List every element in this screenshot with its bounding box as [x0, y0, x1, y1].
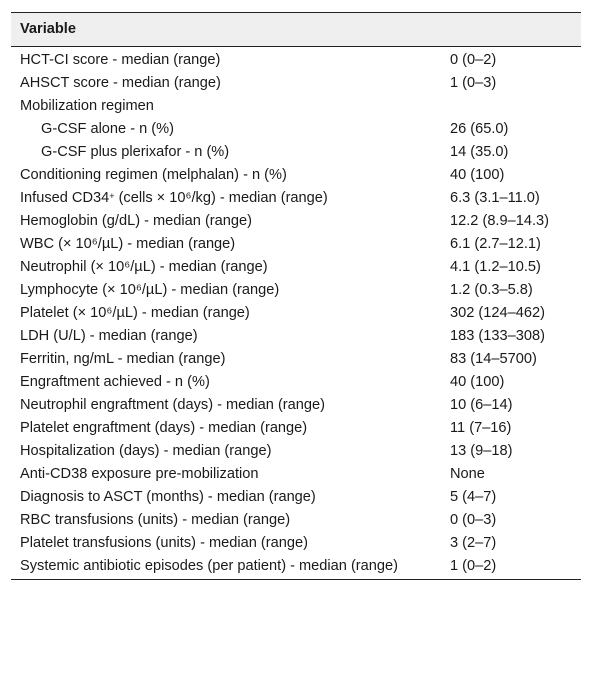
row-value: 10 (6–14) — [450, 397, 513, 413]
row-value: 40 (100) — [450, 167, 505, 183]
table-row — [11, 164, 581, 187]
row-value: 6.1 (2.7–12.1) — [450, 236, 541, 252]
table-row — [11, 325, 581, 348]
row-value: 0 (0–2) — [450, 52, 497, 68]
row-value: 183 (133–308) — [450, 328, 545, 344]
row-value: 1.2 (0.3–5.8) — [450, 282, 533, 298]
row-value: 1 (0–3) — [450, 75, 497, 91]
row-label: Platelet transfusions (units) - median (range) — [20, 535, 308, 551]
row-label: Hemoglobin (g/dL) - median (range) — [20, 213, 252, 229]
row-value: 3 (2–7) — [450, 535, 497, 551]
table-row-subitem — [11, 141, 581, 164]
row-label: Engraftment achieved - n (%) — [20, 374, 210, 390]
row-value: 40 (100) — [450, 374, 505, 390]
row-label: AHSCT score - median (range) — [20, 75, 221, 91]
row-label-text: (cells × 10⁶/kg) - median (range) — [114, 190, 328, 206]
row-value: 1 (0–2) — [441, 555, 581, 580]
row-value: 5 (4–7) — [450, 489, 497, 505]
table-header-row — [11, 13, 581, 47]
row-label: HCT-CI score - median (range) — [20, 52, 221, 68]
table-row — [11, 486, 581, 509]
table-row — [11, 509, 581, 532]
row-label: Neutrophil (× 10⁶/µL) - median (range) — [20, 259, 268, 275]
table-row — [11, 72, 581, 95]
row-label: Anti-CD38 exposure pre-mobilization — [20, 466, 259, 482]
row-label: G-CSF alone - n (%) — [41, 121, 174, 137]
row-value: 302 (124–462) — [450, 305, 545, 321]
row-value: 26 (65.0) — [450, 121, 509, 137]
row-label: RBC transfusions (units) - median (range) — [20, 512, 291, 528]
row-label — [11, 187, 441, 210]
row-value: 12.2 (8.9–14.3) — [450, 213, 549, 229]
row-value: 11 (7–16) — [450, 420, 512, 436]
row-value: 0 (0–3) — [450, 512, 497, 528]
row-value: 6.3 (3.1–11.0) — [450, 190, 540, 206]
clinical-variables-table — [11, 12, 581, 580]
table-row — [11, 187, 581, 210]
row-label: Systemic antibiotic episodes (per patient) - median (range) — [11, 555, 441, 580]
row-value: None — [450, 466, 485, 482]
row-value: 83 (14–5700) — [450, 351, 537, 367]
table-row — [11, 302, 581, 325]
table-row — [11, 279, 581, 302]
row-label: Lymphocyte (× 10⁶/µL) - median (range) — [20, 282, 280, 298]
table-row — [11, 348, 581, 371]
table-row — [11, 440, 581, 463]
table-row — [11, 233, 581, 256]
row-value: 13 (9–18) — [450, 443, 513, 459]
row-label-text: Infused CD34 — [20, 190, 110, 206]
row-label: Mobilization regimen — [20, 98, 154, 114]
row-label: Platelet engraftment (days) - median (range) — [20, 420, 308, 436]
table-row — [11, 47, 581, 73]
table-row — [11, 210, 581, 233]
table-row-section — [11, 95, 581, 118]
table-row-subitem — [11, 118, 581, 141]
row-value: 4.1 (1.2–10.5) — [450, 259, 541, 275]
table-row — [11, 256, 581, 279]
column-header-variable: Variable — [11, 13, 581, 47]
table-row — [11, 417, 581, 440]
table-row — [11, 463, 581, 486]
table-row — [11, 394, 581, 417]
row-label: G-CSF plus plerixafor - n (%) — [41, 144, 230, 160]
row-label: Diagnosis to ASCT (months) - median (range) — [20, 489, 316, 505]
row-label: Neutrophil engraftment (days) - median (range) — [20, 397, 325, 413]
row-label: Platelet (× 10⁶/µL) - median (range) — [20, 305, 250, 321]
data-table-container — [11, 12, 581, 580]
superscript-plus: + — [109, 191, 115, 201]
table-row — [11, 371, 581, 394]
table-row — [11, 532, 581, 555]
table-row — [11, 555, 581, 580]
row-label: Hospitalization (days) - median (range) — [20, 443, 272, 459]
row-value: 14 (35.0) — [450, 144, 509, 160]
row-label: LDH (U/L) - median (range) — [20, 328, 198, 344]
row-label: WBC (× 10⁶/µL) - median (range) — [20, 236, 236, 252]
row-value — [441, 95, 581, 118]
row-label: Ferritin, ng/mL - median (range) — [20, 351, 226, 367]
row-label: Conditioning regimen (melphalan) - n (%) — [20, 167, 287, 183]
